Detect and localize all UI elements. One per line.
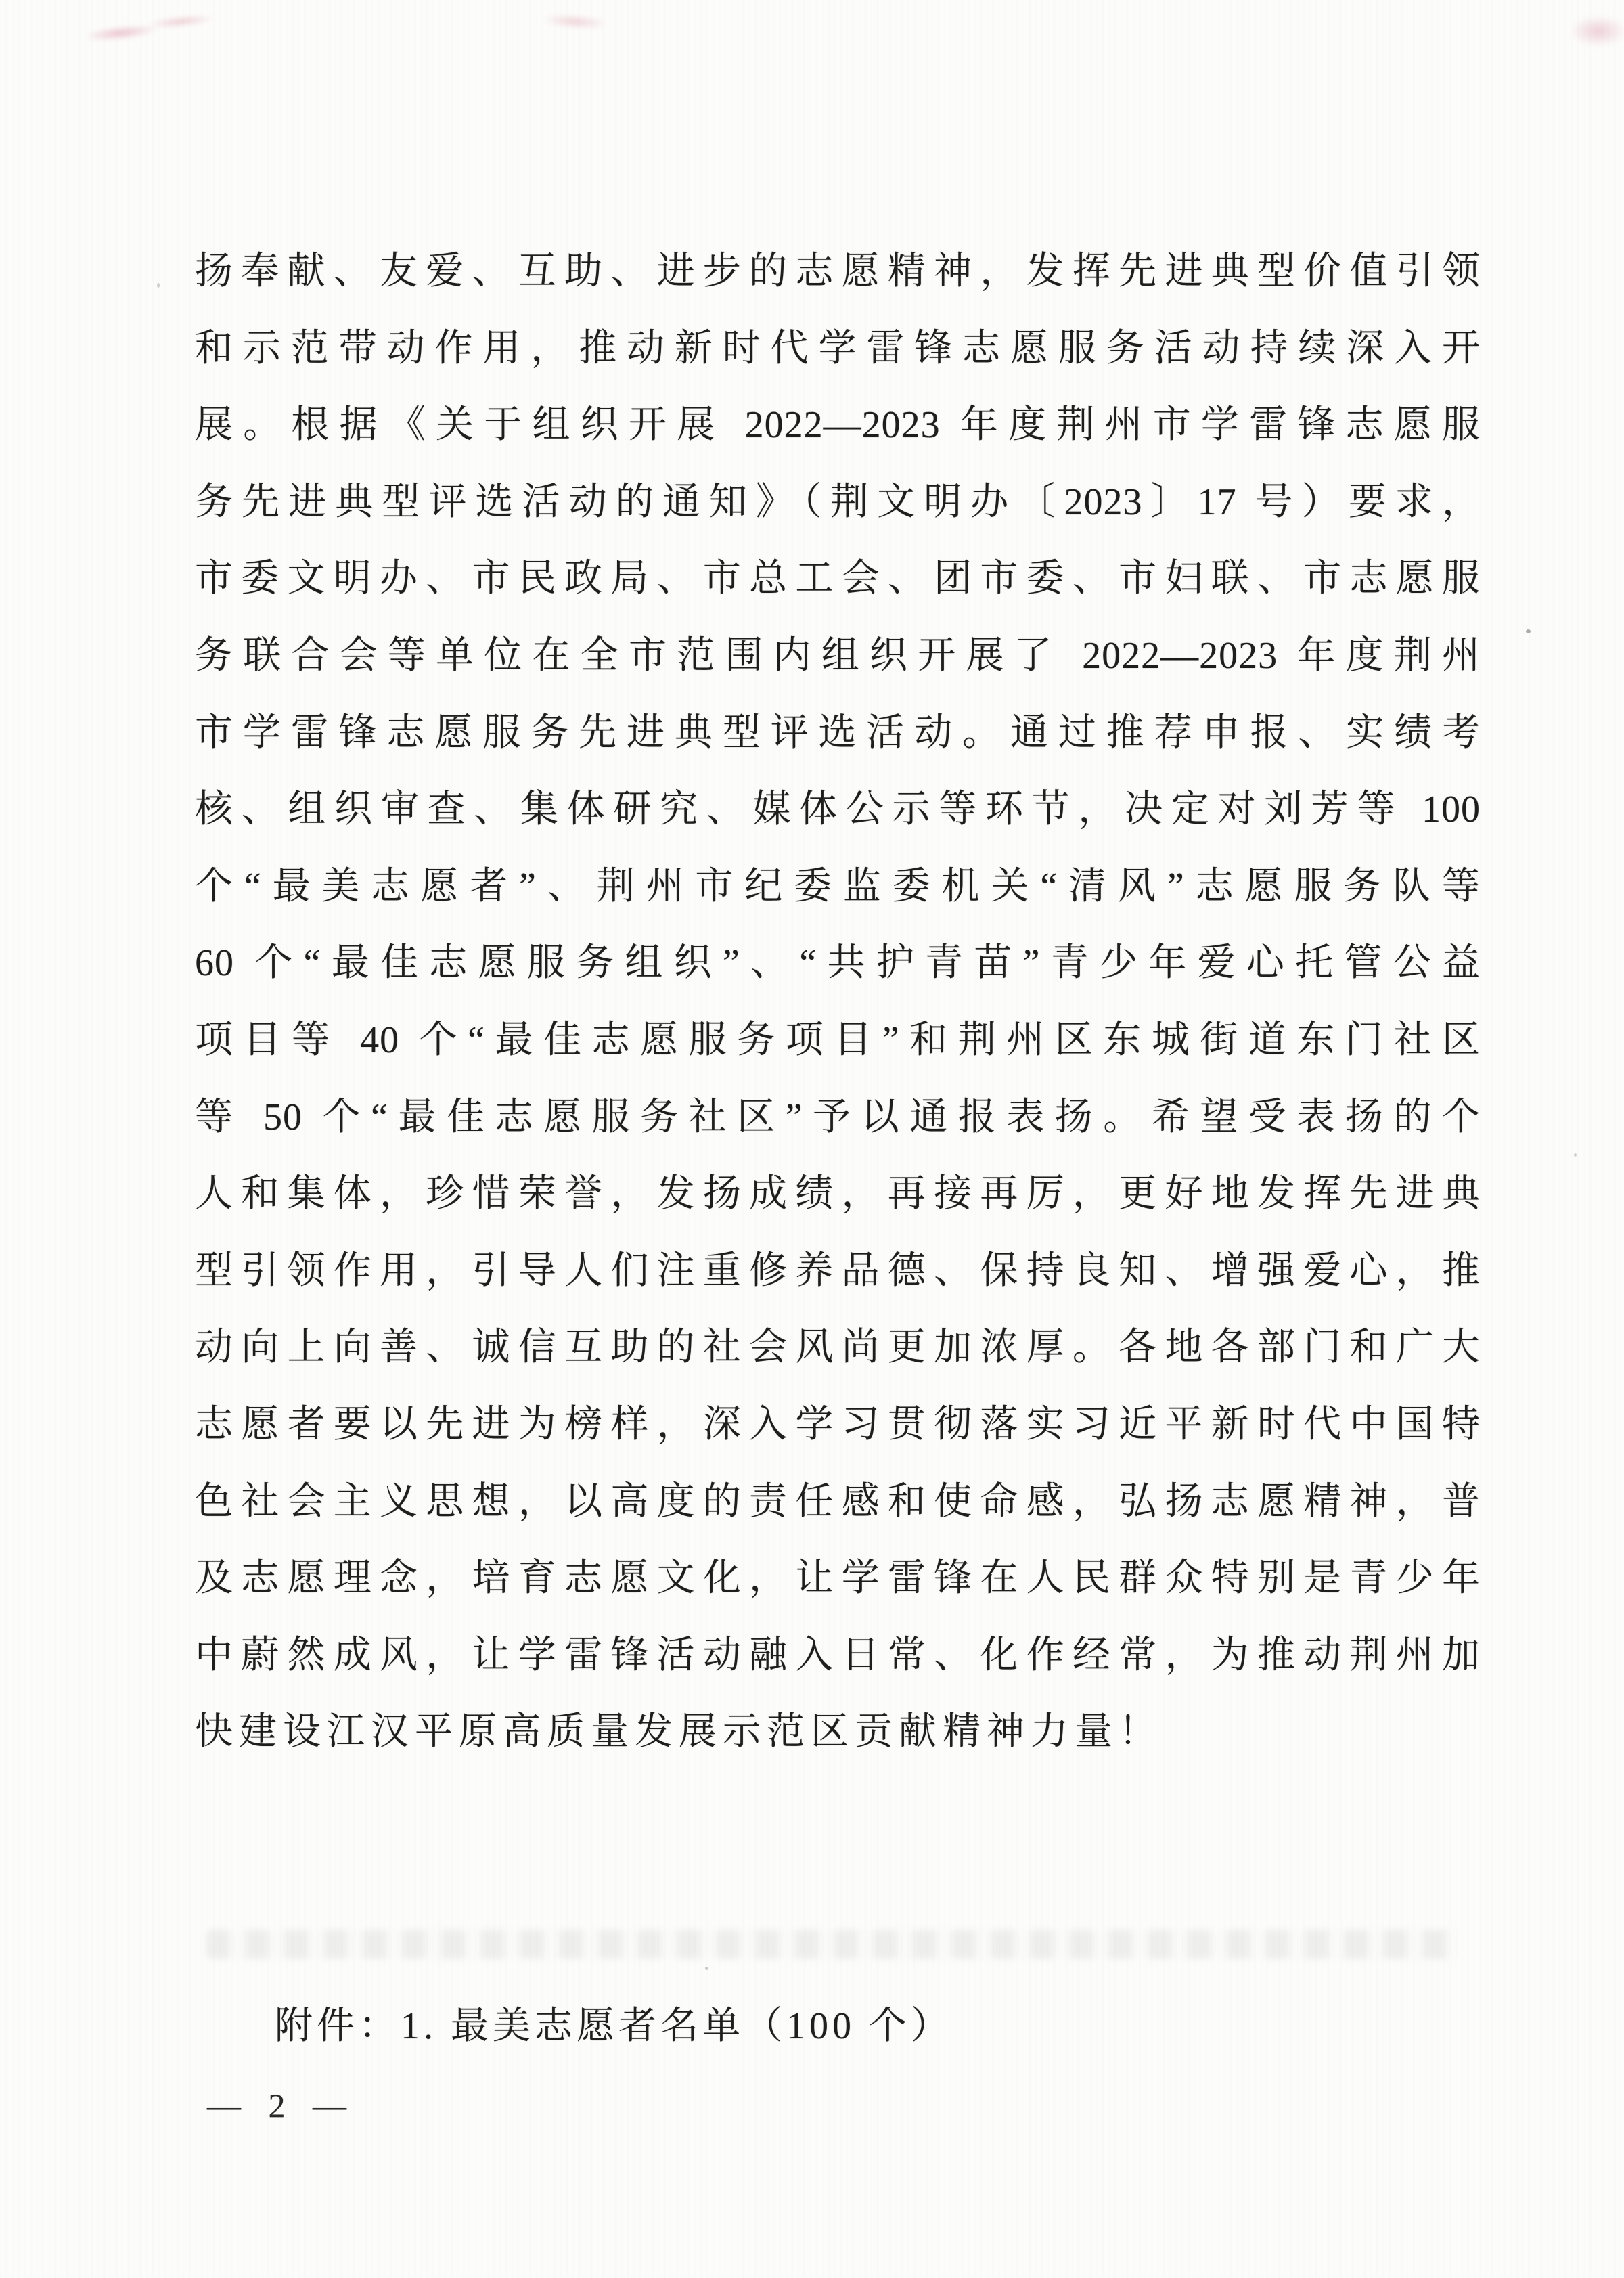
text-line: 人和集体，珍惜荣誉，发扬成绩，再接再厉，更好地发挥先进典: [195, 1173, 1481, 1215]
attachment-line: 附件：1. 最美志愿者名单（100 个）: [275, 2005, 953, 2047]
text-line: 60 个“最佳志愿服务组织”、“共护青苗”青少年爱心托管公益: [195, 942, 1481, 985]
text-line: 快建设江汉平原高质量发展示范区贡献精神力量！: [195, 1711, 1163, 1754]
text-line: 等 50 个“最佳志愿服务社区”予以通报表扬。希望受表扬的个: [195, 1096, 1481, 1138]
scan-artifact-pink: [1550, 9, 1624, 64]
bleed-through-ghost-text: [206, 1930, 1455, 1959]
text-line: 和示范带动作用，推动新时代学雷锋志愿服务活动持续深入开: [195, 327, 1481, 370]
page-number: — 2 —: [207, 2086, 356, 2124]
scan-artifact-pink: [524, 3, 627, 40]
body-paragraph: [195, 233, 1481, 1771]
text-line: 务联合会等单位在全市范围内组织开展了 2022—2023 年度荆州: [195, 634, 1481, 677]
text-line: 个“最美志愿者”、荆州市纪委监委机关“清风”志愿服务队等: [195, 865, 1481, 908]
text-line: 务先进典型评选活动的通知》（荆文明办〔2023〕17 号）要求，: [195, 481, 1481, 523]
text-line: 型引领作用，引导人们注重修养品德、保持良知、增强爱心，推: [195, 1249, 1481, 1292]
text-line: 核、组织审查、集体研究、媒体公示等环节，决定对刘芳等 100: [195, 788, 1481, 831]
scan-artifact-pink: [85, 4, 223, 52]
scan-speckle: [1574, 1153, 1577, 1157]
text-line: 中蔚然成风，让学雷锋活动融入日常、化作经常，为推动荆州加: [195, 1634, 1481, 1676]
text-line: 色社会主义思想，以高度的责任感和使命感，弘扬志愿精神，普: [195, 1480, 1481, 1523]
text-line: 扬奉献、友爱、互助、进步的志愿精神，发挥先进典型价值引领: [195, 250, 1481, 292]
text-line: 项目等 40 个“最佳志愿服务项目”和荆州区东城街道东门社区: [195, 1019, 1481, 1061]
scan-speckle: [157, 283, 160, 288]
text-line: 市委文明办、市民政局、市总工会、团市委、市妇联、市志愿服: [195, 558, 1481, 600]
scan-speckle: [705, 1967, 708, 1970]
text-line: 及志愿理念，培育志愿文化，让学雷锋在人民群众特别是青少年: [195, 1557, 1481, 1600]
text-line: 动向上向善、诚信互助的社会风尚更加浓厚。各地各部门和广大: [195, 1326, 1481, 1369]
text-line: 展。根据《关于组织开展 2022—2023 年度荆州市学雷锋志愿服: [195, 404, 1481, 447]
scan-speckle: [1526, 629, 1531, 633]
text-line: 市学雷锋志愿服务先进典型评选活动。通过推荐申报、实绩考: [195, 711, 1481, 754]
text-line: 志愿者要以先进为榜样，深入学习贯彻落实习近平新时代中国特: [195, 1403, 1481, 1446]
